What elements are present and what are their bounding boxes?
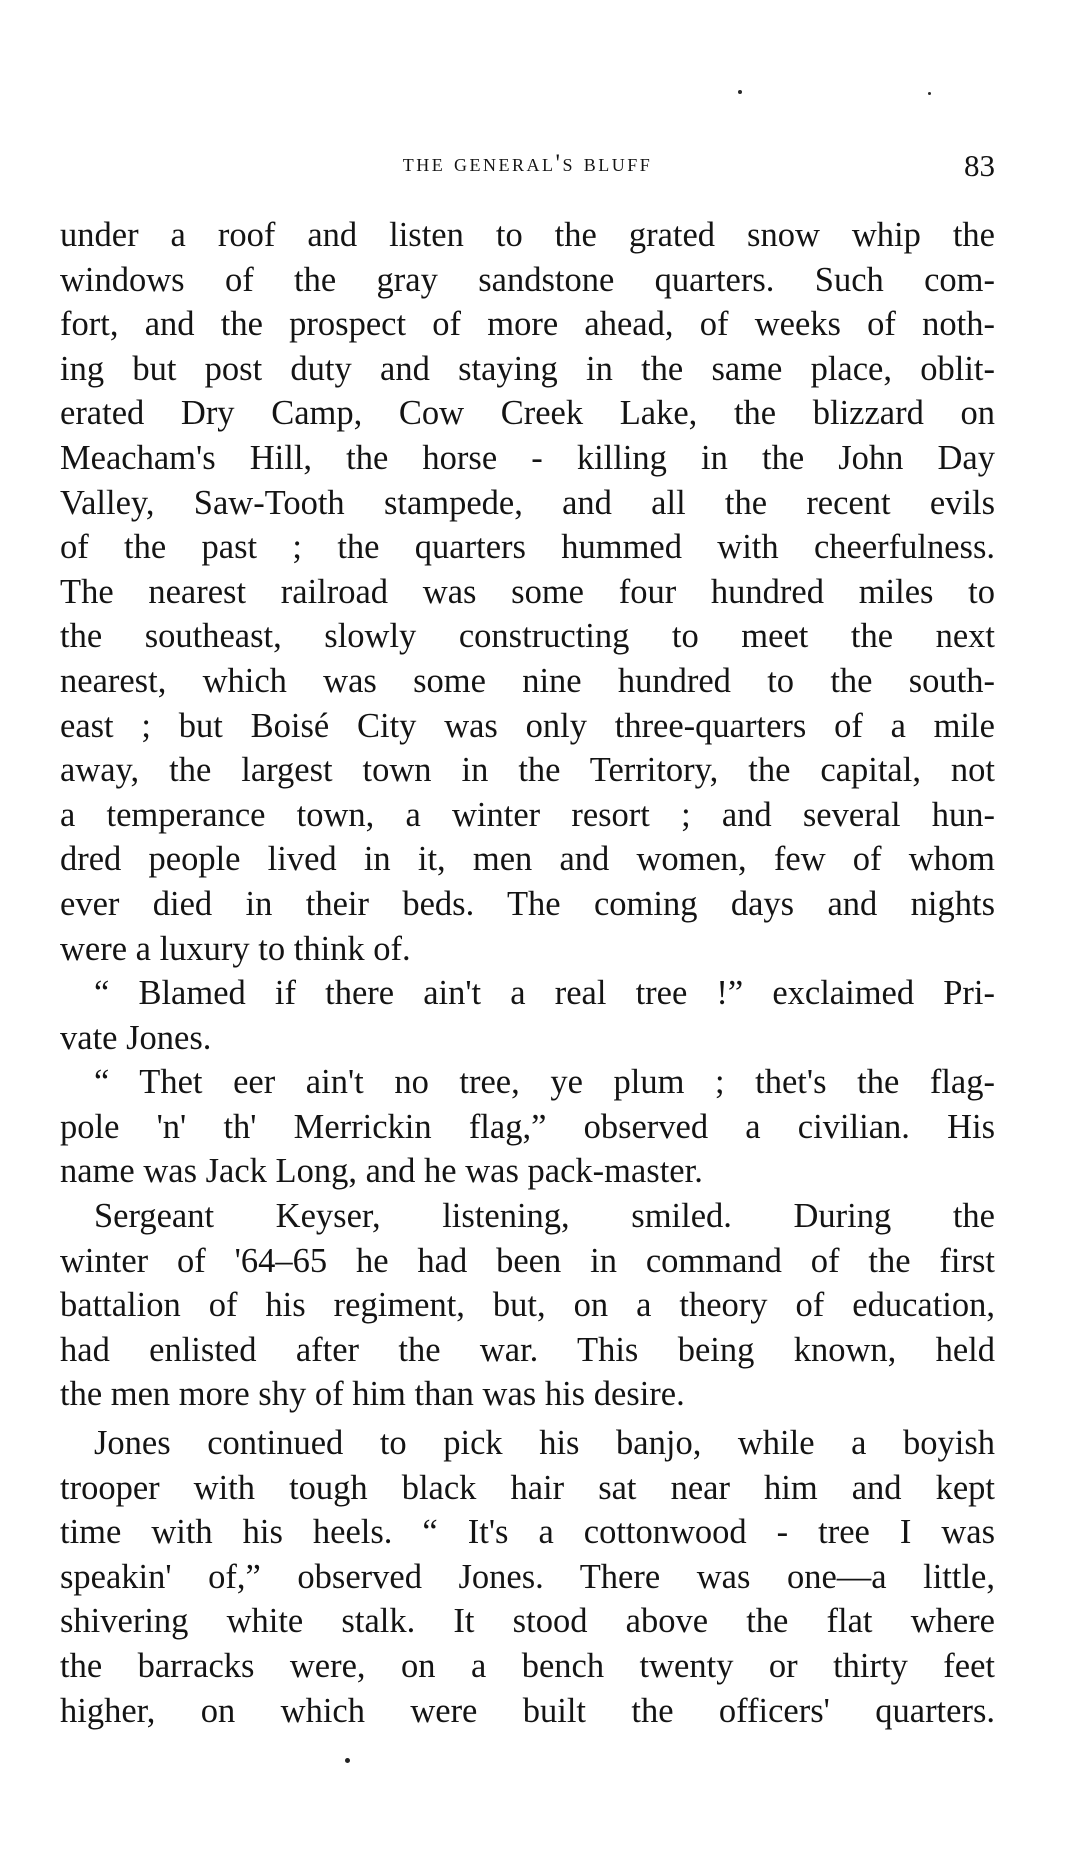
text-line: battalion of his regiment, but, on a theory of education, <box>60 1286 995 1325</box>
text-line: of the past ; the quarters hummed with cheerfulness. <box>60 528 995 567</box>
text-line: under a roof and listen to the grated snow whip the <box>60 216 995 254</box>
running-title: the general's bluff <box>402 150 653 177</box>
paragraph <box>60 1421 995 1733</box>
text-line: dred people lived in it, men and women, few of whom <box>60 840 995 879</box>
print-speck <box>738 90 742 94</box>
text-line: ing but post duty and staying in the same place, oblit- <box>60 349 995 388</box>
text-line: erated Dry Camp, Cow Creek Lake, the blizzard on <box>60 394 995 433</box>
print-speck <box>345 1758 350 1763</box>
text-line: trooper with tough black hair sat near him and kept <box>60 1468 995 1507</box>
paragraph <box>60 1060 995 1194</box>
text-line: nearest, which was some nine hundred to the south- <box>60 661 995 700</box>
text-line: time with his heels. “ It's a cottonwood - tree I was <box>60 1513 995 1552</box>
body-text <box>60 213 995 1733</box>
text-line: Jones continued to pick his banjo, while a boyish <box>94 1424 995 1463</box>
text-line: The nearest railroad was some four hundred miles to <box>60 572 995 611</box>
text-line: shivering white stalk. It stood above the flat where <box>60 1602 995 1641</box>
text-line: pole 'n' th' Merrickin flag,” observed a civilian. His <box>60 1107 995 1146</box>
page-header <box>60 150 995 190</box>
text-line: speakin' of,” observed Jones. There was one—a little, <box>60 1557 995 1596</box>
text-line: Meacham's Hill, the horse - killing in the John Day <box>60 438 995 477</box>
text-line: east ; but Boisé City was only three-quarters of a mile <box>60 706 995 745</box>
print-speck <box>928 92 931 95</box>
text-line: the barracks were, on a bench twenty or thirty feet <box>60 1647 995 1685</box>
text-line: winter of '64–65 he had been in command of the first <box>60 1241 995 1280</box>
text-line: a temperance town, a winter resort ; and several hun- <box>60 795 995 834</box>
text-line: Valley, Saw-Tooth stampede, and all the recent evils <box>60 483 995 522</box>
text-line: the men more shy of him than was his desire. <box>60 1375 685 1414</box>
text-line: name was Jack Long, and he was pack-master. <box>60 1152 703 1191</box>
text-line: “ Blamed if there ain't a real tree !” exclaimed Pri- <box>94 974 995 1013</box>
text-line: “ Thet eer ain't no tree, ye plum ; thet's the flag- <box>94 1063 995 1102</box>
text-line: vate Jones. <box>60 1018 212 1057</box>
paragraph <box>60 1194 995 1417</box>
text-line: Sergeant Keyser, listening, smiled. During the <box>94 1197 995 1236</box>
text-line: away, the largest town in the Territory, the capital, not <box>60 751 995 790</box>
paragraph <box>60 213 995 971</box>
text-line: windows of the gray sandstone quarters. Such com- <box>60 260 995 299</box>
text-line: fort, and the prospect of more ahead, of weeks of noth- <box>60 305 995 344</box>
text-line: the southeast, slowly constructing to meet the next <box>60 617 995 656</box>
text-line: had enlisted after the war. This being known, held <box>60 1330 995 1369</box>
paragraph <box>60 971 995 1060</box>
text-line: higher, on which were built the officers' quarters. <box>60 1691 995 1730</box>
page-number: 83 <box>964 148 995 183</box>
text-line: were a luxury to think of. <box>60 929 411 968</box>
text-line: ever died in their beds. The coming days and nights <box>60 884 995 923</box>
